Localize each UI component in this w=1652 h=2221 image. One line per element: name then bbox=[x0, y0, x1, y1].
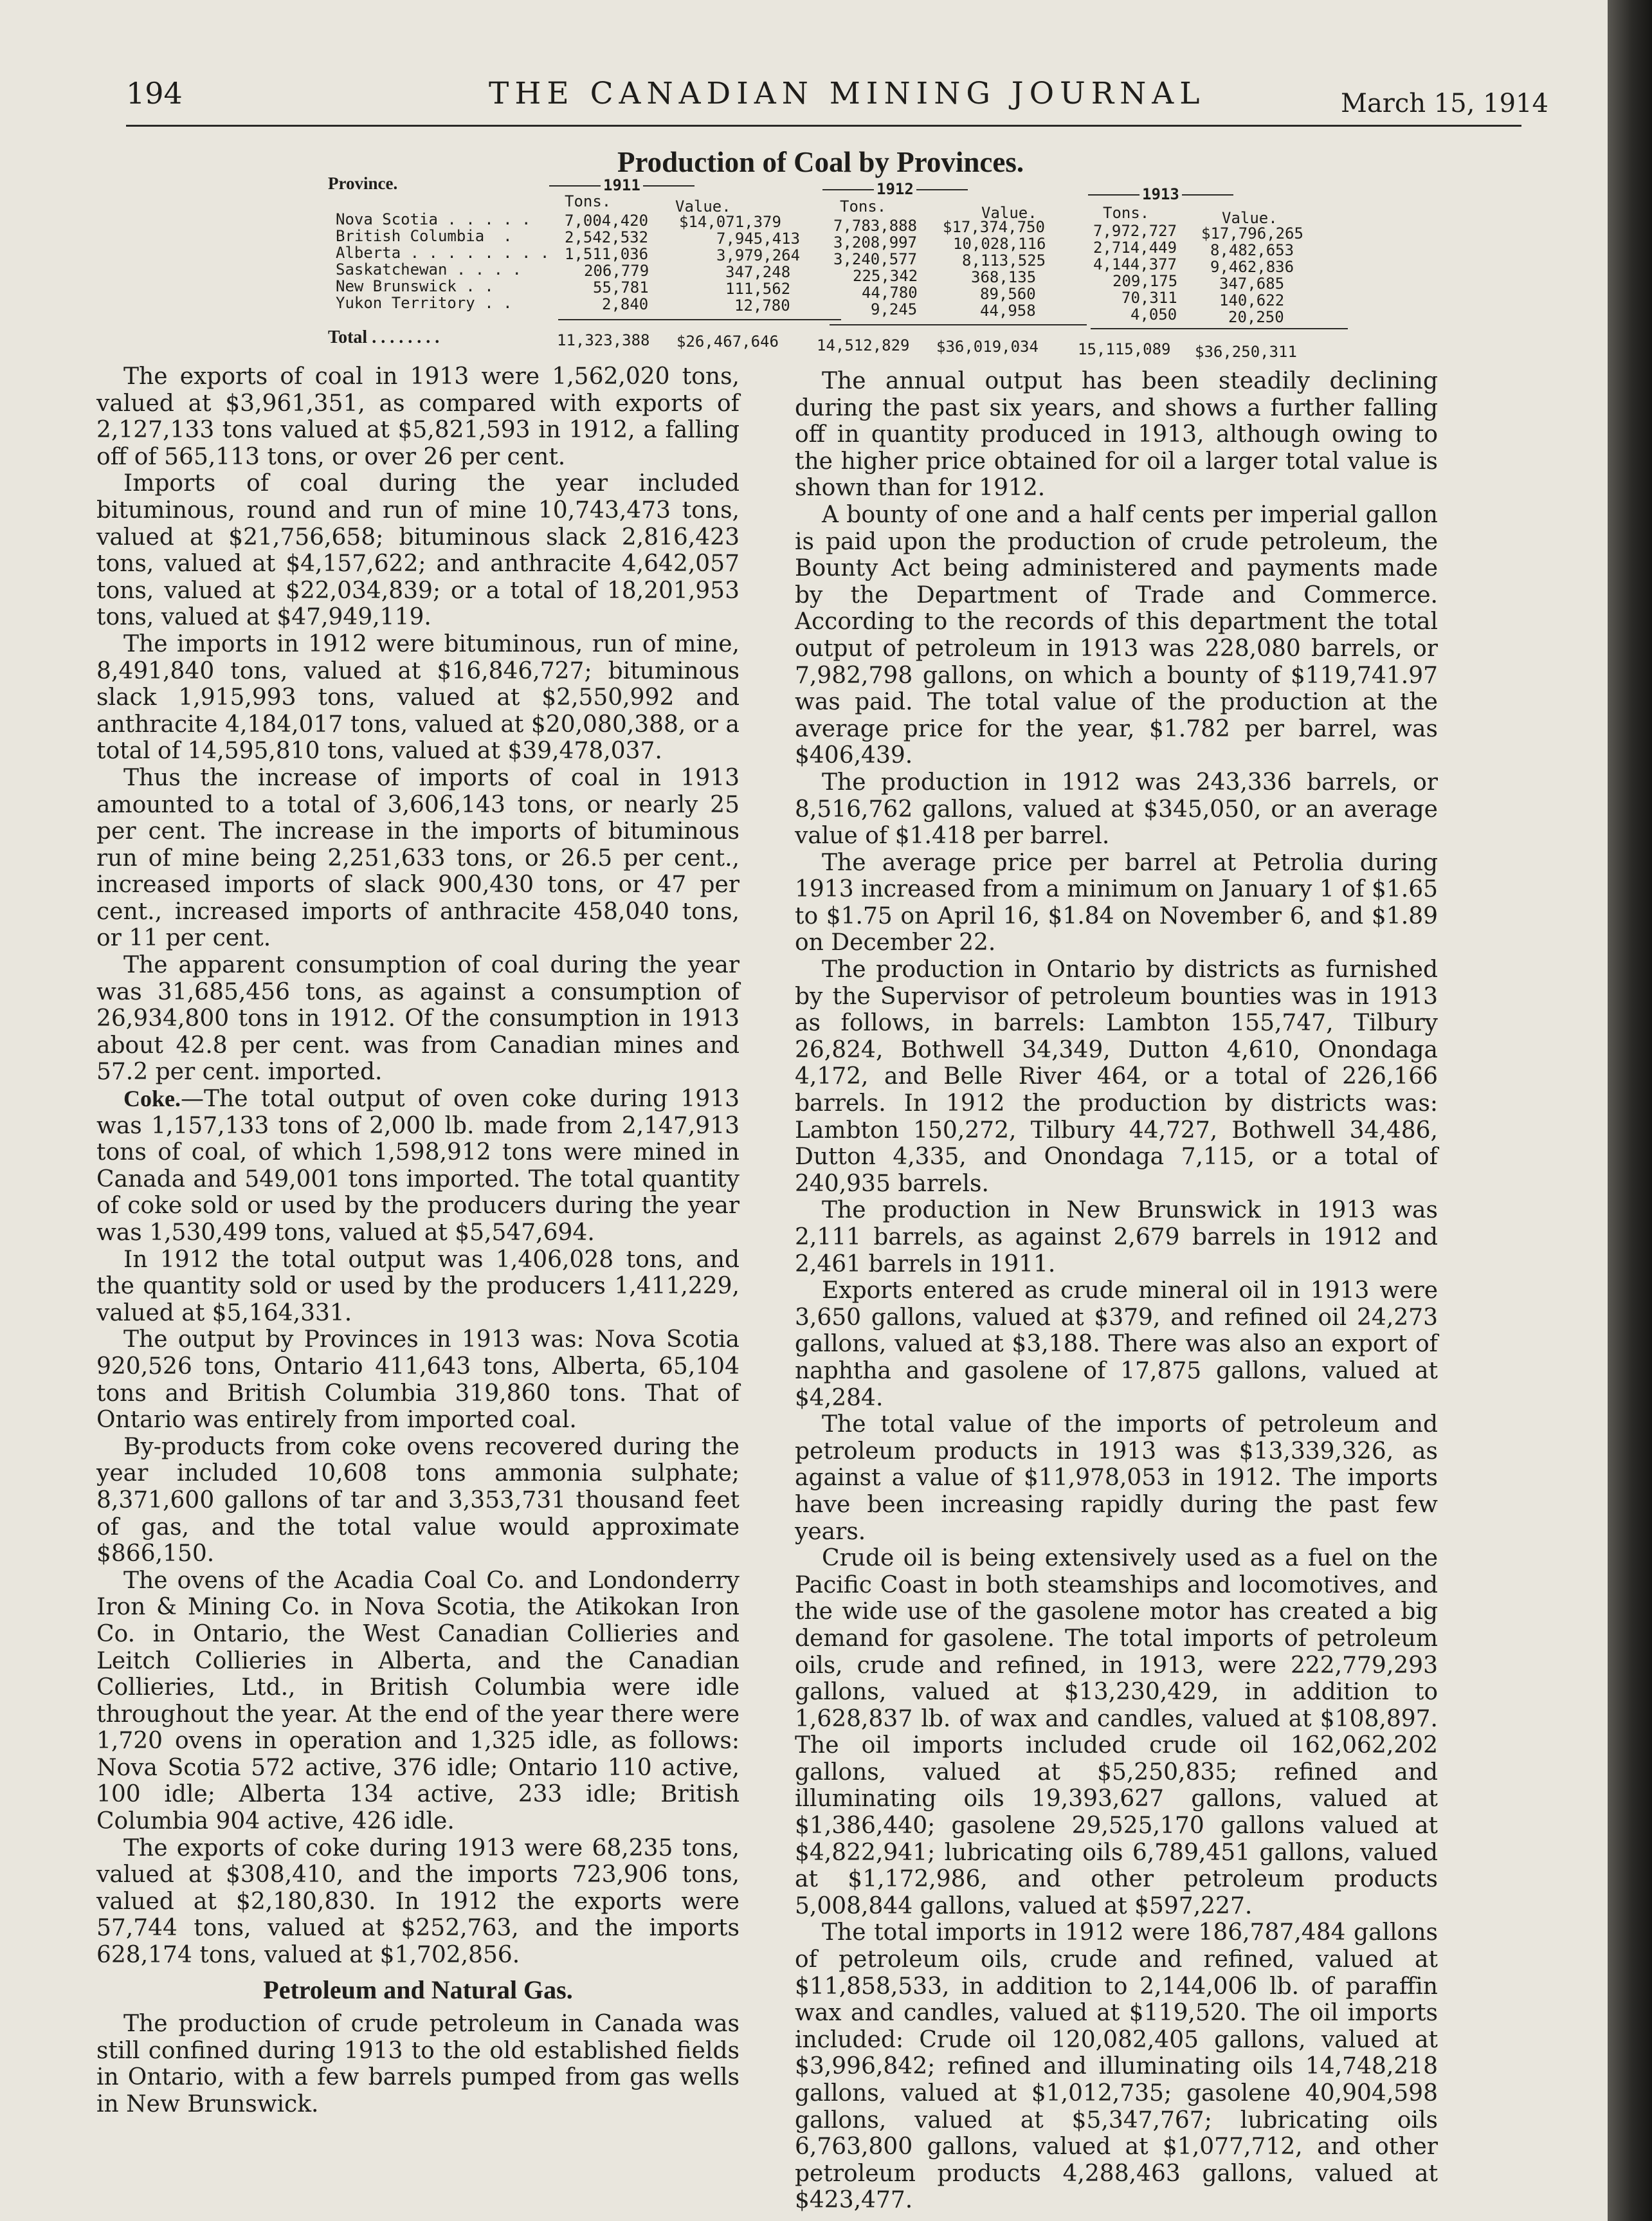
paragraph: The total imports in 1912 were 186,787,484 gallons of petroleum oils, crude and refined, valued at $11,858,533, in addition to 2,144,006 lb. of paraffin wax and candles, valued at $119,520. The oil imports included: Crude oil 120,082,405 gallons, valued at $3,996,842; refined and illuminating oils 14,748,218 gallons, valued at $1,012,735; gasolene 40,904,598 gallons, valued at $5,347,767; lubricating oils 6,763,800 gallons, valued at $1,077,712, and other petroleum products 4,288,463 gallons, valued at $423,477. bbox=[795, 1919, 1438, 2214]
province-name: Nova Scotia . . . . . bbox=[336, 210, 531, 228]
tons-cell: 1,511,036 bbox=[565, 245, 649, 263]
total-label: Total . . . . . . . . bbox=[328, 327, 440, 347]
value-cell: 3,979,264 bbox=[716, 246, 801, 264]
total-value-1912: $36,019,034 bbox=[936, 338, 1039, 356]
total-tons-1912: 14,512,829 bbox=[817, 336, 910, 354]
paragraph: Exports entered as crude mineral oil in 1913 were 3,650 gallons, valued at $379, and refined oil 24,273 gallons, valued at $3,188. There was also an export of naphtha and gasolene of 17,875 gallons, valued at $4,284. bbox=[795, 1277, 1438, 1411]
total-rule-1913 bbox=[1091, 328, 1348, 329]
value-cell: 89,560 bbox=[980, 285, 1036, 303]
year-1912-header: 1912 bbox=[820, 180, 970, 198]
value-header-1913: Value. bbox=[1222, 209, 1278, 227]
province-header: Province. bbox=[328, 174, 398, 193]
total-value-1913: $36,250,311 bbox=[1195, 343, 1297, 361]
paragraph-text: —The total output of oven coke during 1913 was 1,157,133 tons of 2,000 lb. made from 2,147,913 tons of coal, of which 1,598,912 tons were mined in Canada and 549,001 tons imported. The total quantity of coke sold or used by the producers during the year was 1,530,499 tons, valued at $5,547,694. bbox=[96, 1086, 740, 1246]
value-cell: 7,945,413 bbox=[716, 230, 801, 248]
tons-cell: 4,144,377 bbox=[1093, 255, 1177, 273]
tons-cell: 225,342 bbox=[853, 267, 918, 285]
tons-cell: 44,780 bbox=[862, 284, 918, 302]
total-tons-1911: 11,323,388 bbox=[557, 331, 650, 349]
value-cell: 368,135 bbox=[971, 268, 1037, 286]
right-column bbox=[795, 368, 1438, 2214]
paragraph: The production in New Brunswick in 1913 was 2,111 barrels, as against 2,679 barrels in 1912 and 2,461 barrels in 1911. bbox=[795, 1197, 1438, 1277]
tons-cell: 206,779 bbox=[584, 262, 649, 280]
tons-cell: 3,240,577 bbox=[833, 250, 918, 268]
paragraph: The production in 1912 was 243,336 barrels, or 8,516,762 gallons, valued at $345,050, or an average value of $1.418 per barrel. bbox=[795, 769, 1438, 850]
year-1911-header: 1911 bbox=[547, 176, 697, 194]
coke-paragraph bbox=[96, 1086, 740, 1247]
tons-header-1912: Tons. bbox=[840, 197, 887, 215]
coke-runin-heading: Coke. bbox=[123, 1086, 181, 1112]
value-cell: 8,482,653 bbox=[1210, 241, 1294, 259]
paragraph: A bounty of one and a half cents per imperial gallon is paid upon the production of crude petroleum, the Bounty Act being administered and payments made by the Department of Trade and Commerce. According to the records of this department the total output of petroleum in 1913 was 228,080 barrels, or 7,982,798 gallons, on which a bounty of $119,741.97 was paid. The total value of the production at the average price for the year, $1.782 per barrel, was $406,439. bbox=[795, 501, 1438, 769]
value-cell: 140,622 bbox=[1219, 291, 1285, 309]
value-cell: $17,796,265 bbox=[1201, 224, 1303, 242]
paragraph: The output by Provinces in 1913 was: Nova Scotia 920,526 tons, Ontario 411,643 tons, Alberta, 65,104 tons and British Columbia 319,860 tons. That of Ontario was entirely from imported coal. bbox=[96, 1326, 740, 1434]
paragraph: The exports of coke during 1913 were 68,235 tons, valued at $308,410, and the imports 723,906 tons, valued at $2,180,830. In 1912 the exports were 57,744 tons, valued at $252,763, and the imports 628,174 tons, valued at $1,702,856. bbox=[96, 1834, 740, 1969]
province-name: Yukon Territory . . bbox=[336, 294, 513, 312]
value-cell: 12,780 bbox=[734, 297, 790, 315]
paragraph: The imports in 1912 were bituminous, run of mine, 8,491,840 tons, valued at $16,846,727; bituminous slack 1,915,993 tons, valued at $2,550,992 and anthracite 4,184,017 tons, valued at $20,080,388, or a total of 14,595,810 tons, valued at $39,478,037. bbox=[96, 630, 740, 765]
value-cell: $14,071,379 bbox=[679, 213, 781, 231]
paragraph: Crude oil is being extensively used as a fuel on the Pacific Coast in both steamships and locomotives, and the wide use of the gasolene motor has created a big demand for gasolene. The total imports of petroleum oils, crude and refined, in 1913, were 222,779,293 gallons, valued at $13,230,429, in addition to 1,628,837 lb. of wax and candles, valued at $108,897. The oil imports included crude oil 162,062,202 gallons, valued at $5,250,835; refined and illuminating oils 19,393,627 gallons, valued at $1,386,440; gasolene 29,525,170 gallons valued at $4,822,941; lubricating oils 6,789,451 gallons, valued at $1,172,986, and other petroleum products 5,008,844 gallons, valued at $597,227. bbox=[795, 1545, 1438, 1919]
left-column bbox=[96, 363, 740, 2118]
book-spine-shadow bbox=[1608, 0, 1652, 2221]
value-cell: 44,958 bbox=[980, 302, 1036, 320]
paragraph: In 1912 the total output was 1,406,028 tons, and the quantity sold or used by the producers 1,411,229, valued at $5,164,331. bbox=[96, 1246, 740, 1326]
tons-cell: 2,840 bbox=[602, 295, 649, 313]
value-cell: $17,374,750 bbox=[943, 218, 1045, 236]
value-cell: 9,462,836 bbox=[1210, 258, 1294, 276]
paragraph: The annual output has been steadily declining during the past six years, and shows a further falling off in quantity produced in 1913, although owing to the higher price obtained for oil a larger total value is shown than for 1912. bbox=[795, 368, 1438, 502]
paragraph: By-products from coke ovens recovered during the year included 10,608 tons ammonia sulphate; 8,371,600 gallons of tar and 3,353,731 thousand feet of gas, and the total value would approximate $866,150. bbox=[96, 1433, 740, 1567]
paragraph: Thus the increase of imports of coal in 1913 amounted to a total of 3,606,143 tons, or nearly 25 per cent. The increase in the imports of bituminous run of mine being 2,251,633 tons, or 26.5 per cent., increased imports of slack 900,430 tons, or 47 per cent., increased imports of anthracite 458,040 tons, or 11 per cent. bbox=[96, 764, 740, 952]
tons-cell: 7,004,420 bbox=[565, 212, 649, 230]
value-cell: 347,685 bbox=[1219, 275, 1285, 293]
tons-cell: 7,783,888 bbox=[833, 217, 918, 235]
header-rule bbox=[126, 125, 1521, 127]
value-header-1912: Value. bbox=[981, 204, 1037, 222]
province-name: Saskatchewan . . . . bbox=[336, 260, 522, 279]
tons-cell: 70,311 bbox=[1121, 289, 1177, 307]
tons-header-1911: Tons. bbox=[565, 192, 612, 210]
page-number: 194 bbox=[126, 76, 183, 111]
tons-cell: 9,245 bbox=[871, 300, 918, 318]
value-cell: 10,028,116 bbox=[953, 235, 1046, 253]
tons-header-1913: Tons. bbox=[1103, 204, 1150, 222]
paragraph: The apparent consumption of coal during the year was 31,685,456 tons, as against a consumption of 26,934,800 tons in 1912. Of the consumption in 1913 about 42.8 per cent. was from Canadian mines and 57.2 per cent. imported. bbox=[96, 952, 740, 1086]
tons-cell: 3,208,997 bbox=[833, 233, 918, 251]
paragraph: The average price per barrel at Petrolia during 1913 increased from a minimum on January 1 of $1.65 to $1.75 on April 16, $1.84 on November 6, and $1.89 on December 22. bbox=[795, 849, 1438, 956]
paragraph: The exports of coal in 1913 were 1,562,020 tons, valued at $3,961,351, as compared with exports of 2,127,133 tons valued at $5,821,593 in 1912, a falling off of 565,113 tons, or over 26 per cent. bbox=[96, 363, 740, 470]
tons-cell: 4,050 bbox=[1130, 306, 1177, 324]
value-cell: 347,248 bbox=[725, 263, 791, 281]
total-value-1911: $26,467,646 bbox=[676, 333, 779, 351]
province-name: New Brunswick . . bbox=[336, 277, 494, 295]
total-rule-1912 bbox=[830, 324, 1087, 325]
journal-title: THE CANADIAN MINING JOURNAL bbox=[489, 76, 1206, 111]
value-cell: 111,562 bbox=[725, 280, 791, 298]
paragraph: The production of crude petroleum in Canada was still confined during 1913 to the old established fields in Ontario, with a few barrels pumped from gas wells in New Brunswick. bbox=[96, 2011, 740, 2117]
tons-cell: 55,781 bbox=[593, 279, 649, 297]
table-title: Production of Coal by Provinces. bbox=[617, 146, 1024, 178]
tons-cell: 2,714,449 bbox=[1093, 239, 1177, 257]
value-header-1911: Value. bbox=[675, 197, 731, 215]
total-rule-1911 bbox=[558, 319, 841, 320]
tons-cell: 2,542,532 bbox=[565, 228, 649, 246]
tons-cell: 209,175 bbox=[1112, 272, 1178, 290]
value-cell: 20,250 bbox=[1228, 308, 1284, 326]
paragraph: The total value of the imports of petroleum and petroleum products in 1913 was $13,339,326, as against a value of $11,978,053 in 1912. The imports have been increasing rapidly during the past few years. bbox=[795, 1411, 1438, 1545]
province-name: British Columbia . bbox=[336, 227, 513, 245]
province-name: Alberta . . . . . . . . bbox=[336, 244, 550, 262]
value-cell: 8,113,525 bbox=[962, 251, 1046, 270]
paragraph: Imports of coal during the year included bituminous, round and run of mine 10,743,473 tons, valued at $21,756,658; bituminous slack 2,816,423 tons, valued at $4,157,622; and anthracite 4,642,057 tons, valued at $22,034,839; or a total of 18,201,953 tons, valued at $47,949,119. bbox=[96, 470, 740, 631]
section-heading: Petroleum and Natural Gas. bbox=[263, 1975, 573, 2004]
total-tons-1913: 15,115,089 bbox=[1078, 340, 1171, 358]
year-1913-header: 1913 bbox=[1085, 185, 1236, 203]
issue-date: March 15, 1914 bbox=[1341, 89, 1548, 118]
tons-cell: 7,972,727 bbox=[1093, 222, 1177, 240]
paragraph: The production in Ontario by districts as furnished by the Supervisor of petroleum bounties was in 1913 as follows, in barrels: Lambton 155,747, Tilbury 26,824, Bothwell 34,349, Dutton 4,610, Onondaga 4,172, and Belle River 464, or a total of 226,166 barrels. In 1912 the production by districts was: Lambton 150,272, Tilbury 44,727, Bothwell 34,486, Dutton 4,335, and Onondaga 7,115, or a total of 240,935 barrels. bbox=[795, 956, 1438, 1197]
paragraph: The ovens of the Acadia Coal Co. and Londonderry Iron & Mining Co. in Nova Scotia, the Atikokan Iron Co. in Ontario, the West Canadian Collieries and Leitch Collieries in Alberta, and the Canadian Collieries, Ltd., in British Columbia were idle throughout the year. At the end of the year there were 1,720 ovens in operation and 1,325 idle, as follows: Nova Scotia 572 active, 376 idle; Ontario 110 active, 100 idle; Alberta 134 active, 233 idle; British Columbia 904 active, 426 idle. bbox=[96, 1567, 740, 1835]
